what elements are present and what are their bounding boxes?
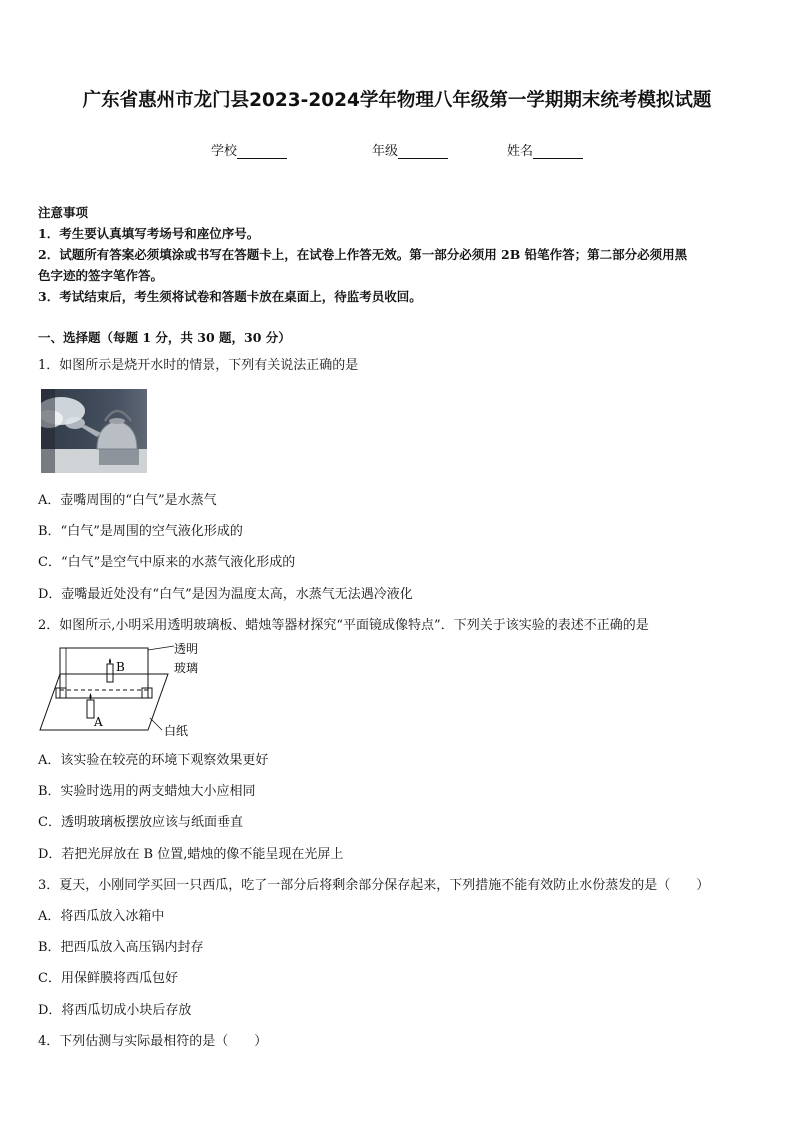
school-field bbox=[211, 140, 287, 159]
question-1-option-a: A．壶嘴周围的“白气”是水蒸气 bbox=[38, 493, 217, 508]
school-label: 学校 bbox=[211, 144, 238, 159]
question-1-stem: 1．如图所示是烧开水时的情景，下列有关说法正确的是 bbox=[38, 358, 359, 373]
name-blank[interactable] bbox=[533, 144, 583, 159]
question-3-option-d: D．将西瓜切成小块后存放 bbox=[38, 1003, 192, 1018]
mirror-experiment-diagram bbox=[38, 640, 218, 740]
student-info-row bbox=[0, 140, 794, 160]
section-heading: 一、选择题（每题 1 分，共 30 题，30 分） bbox=[38, 330, 291, 345]
question-1-option-c: C．“白气”是空气中原来的水蒸气液化形成的 bbox=[38, 555, 296, 570]
label-paper: 白纸 bbox=[164, 724, 189, 738]
question-3-option-a: A．将西瓜放入冰箱中 bbox=[38, 909, 165, 924]
label-glass-2: 玻璃 bbox=[174, 661, 199, 675]
notes-title: 注意事项 bbox=[38, 205, 89, 220]
grade-label: 年级 bbox=[372, 144, 399, 159]
name-label: 姓名 bbox=[507, 144, 534, 159]
question-2-option-a: A．该实验在较亮的环境下观察效果更好 bbox=[38, 753, 269, 768]
label-b: B bbox=[116, 660, 125, 674]
question-3-option-b: B．把西瓜放入高压锅内封存 bbox=[38, 940, 204, 955]
label-glass-1: 透明 bbox=[174, 642, 199, 656]
kettle-illustration bbox=[41, 389, 147, 473]
question-3-option-c: C．用保鲜膜将西瓜包好 bbox=[38, 971, 178, 986]
question-2-option-c: C．透明玻璃板摆放应该与纸面垂直 bbox=[38, 815, 243, 830]
question-2-option-b: B．实验时选用的两支蜡烛大小应相同 bbox=[38, 784, 256, 799]
kettle-photo bbox=[41, 389, 147, 473]
note-item: 2．试题所有答案必须填涂或书写在答题卡上，在试卷上作答无效。第一部分必须用 2B 铅笔作答；第二部分必须用黑 bbox=[38, 247, 688, 262]
school-blank[interactable] bbox=[237, 144, 287, 159]
label-a: A bbox=[94, 715, 103, 729]
note-item: 色字迹的签字笔作答。 bbox=[38, 268, 164, 283]
question-2-option-d: D．若把光屏放在 B 位置,蜡烛的像不能呈现在光屏上 bbox=[38, 847, 344, 862]
question-3-stem: 3．夏天，小刚同学买回一只西瓜，吃了一部分后将剩余部分保存起来，下列措施不能有效防止水份蒸发的是（ ） bbox=[38, 878, 710, 893]
grade-blank[interactable] bbox=[398, 144, 448, 159]
note-item: 1．考生要认真填写考场号和座位序号。 bbox=[38, 226, 260, 241]
name-field bbox=[507, 140, 583, 159]
question-4-stem: 4．下列估测与实际最相符的是（ ） bbox=[38, 1034, 268, 1049]
grade-field bbox=[372, 140, 448, 159]
question-2-stem: 2．如图所示,小明采用透明玻璃板、蜡烛等器材探究“平面镜成像特点”．下列关于该实验的表述不正确的是 bbox=[38, 618, 649, 633]
question-1-option-b: B．“白气”是周围的空气液化形成的 bbox=[38, 524, 243, 539]
exam-title: 广东省惠州市龙门县2023-2024学年物理八年级第一学期期末统考模拟试题 bbox=[82, 90, 712, 111]
question-1-option-d: D．壶嘴最近处没有“白气”是因为温度太高，水蒸气无法遇冷液化 bbox=[38, 587, 413, 602]
note-item: 3．考试结束后，考生须将试卷和答题卡放在桌面上，待监考员收回。 bbox=[38, 289, 422, 304]
